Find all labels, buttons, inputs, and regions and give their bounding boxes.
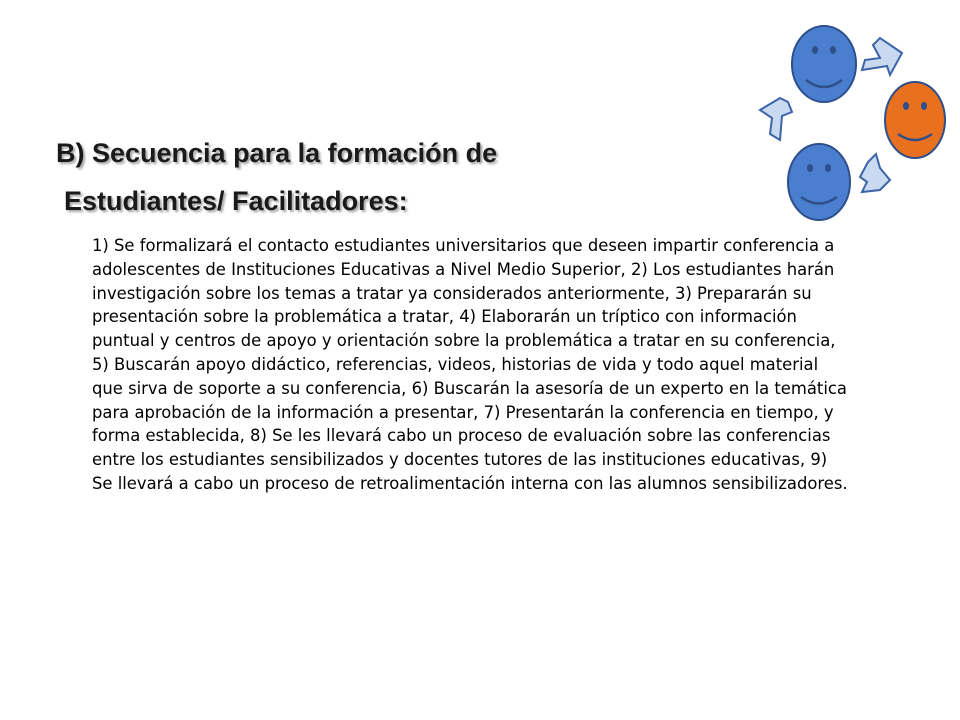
smiley-cycle-graphic <box>740 20 960 230</box>
cycle-arrow-icon-bottom <box>860 154 890 192</box>
blue-smiley-face-icon-top <box>792 26 856 102</box>
slide-title-line-2: Estudiantes/ Facilitadores: <box>64 186 408 216</box>
slide-title-line-1: B) Secuencia para la formación de <box>56 138 498 168</box>
cycle-arrow-icon-top-right <box>862 38 902 75</box>
cycle-arrow-icon-left <box>760 98 792 140</box>
orange-smiley-face-icon <box>885 82 945 158</box>
blue-smiley-face-icon-bottom <box>788 144 850 220</box>
slide-body-text: 1) Se formalizará el contacto estudiantes universitarios que deseen impartir conferencia a adolescentes de Instituciones Educativas a Nivel Medio Superior, 2) Los estudiantes harán investigación sobre los temas a tratar ya considerados anteriormente, 3) Prepararán su presentación sobre la problemática a tratar, 4) Elaborarán un tríptico con información puntual y centros de apoyo y orientación sobre la problemática a tratar en su conferencia, 5) Buscarán apoyo didáctico, referencias, videos, historias de vida y todo aquel material que sirva de soporte a su conferencia, 6) Buscarán la asesoría de un experto en la temática para aprobación de la información a presentar, 7) Presentarán la conferencia en tiempo, y forma establecida, 8) Se les llevará cabo un proceso de evaluación sobre las conferencias entre los estudiantes sensibilizados y docentes tutores de las instituciones educativas, 9) Se llevará a cabo un proceso de retroalimentación interna con las alumnos sensibilizadores. <box>92 236 848 493</box>
